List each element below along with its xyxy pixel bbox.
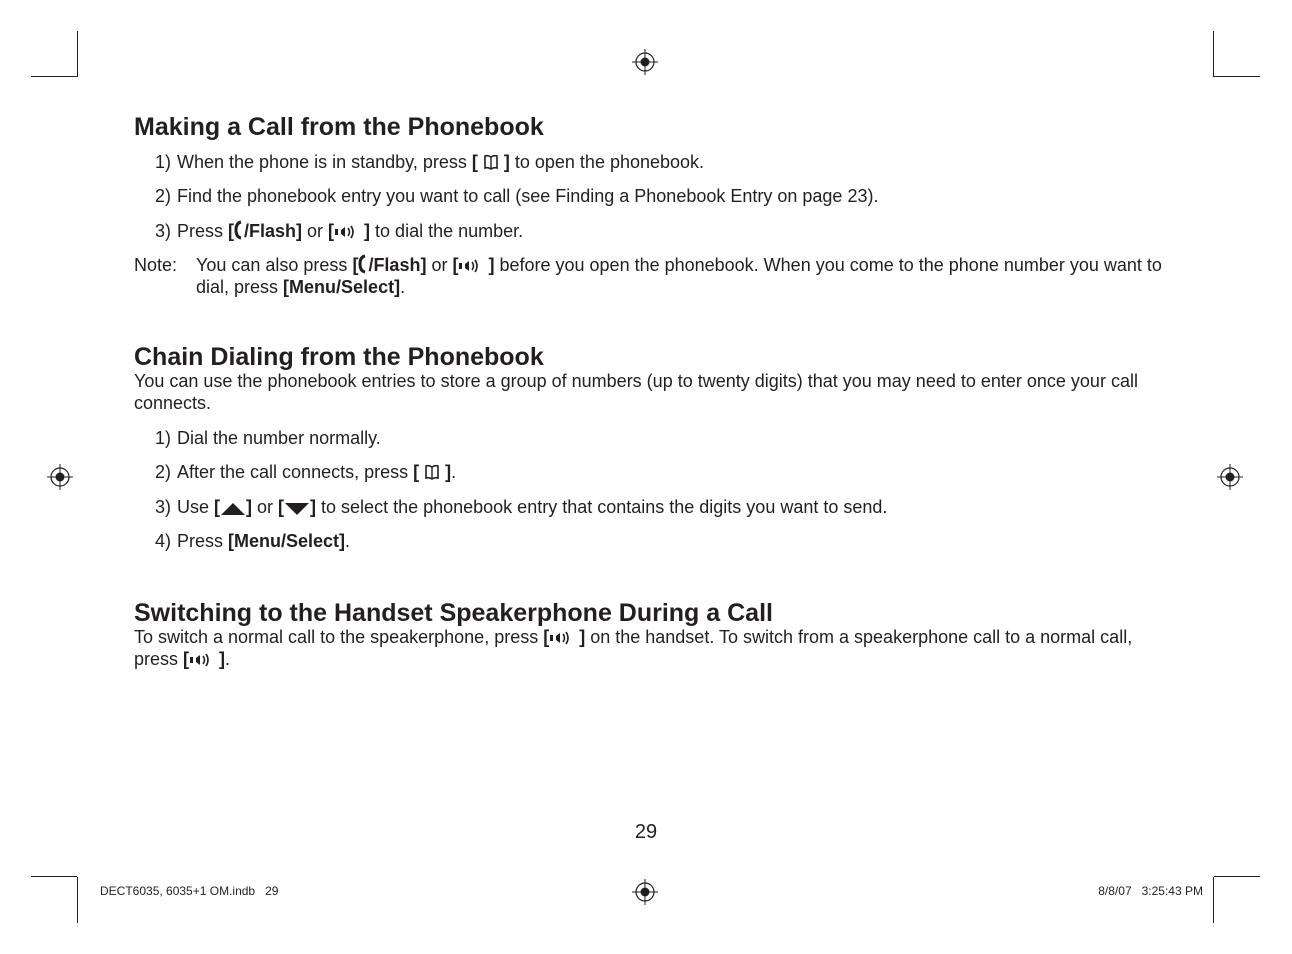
list-item: 3) Press [ /Flash] or [ ] to dial the number. xyxy=(154,220,524,241)
crop-mark-bottom-left-h xyxy=(31,876,77,877)
registration-mark-icon xyxy=(1217,464,1243,490)
speakerphone-icon xyxy=(458,258,488,274)
registration-mark-icon xyxy=(47,464,73,490)
page-content xyxy=(134,110,1164,670)
down-arrow-icon xyxy=(284,502,310,516)
page-number: 29 xyxy=(634,821,658,843)
phonebook-icon xyxy=(483,153,499,171)
footer-timestamp: 8/8/07 3:25:43 PM xyxy=(1098,884,1203,898)
talk-handset-icon xyxy=(358,254,368,274)
speakerphone-icon xyxy=(549,630,579,646)
making-call-steps xyxy=(134,151,1164,242)
crop-mark-bottom-right-v xyxy=(1213,877,1214,923)
note-label: Note: xyxy=(134,255,178,275)
list-item: 2) After the call connects, press [ ]. xyxy=(154,462,457,482)
phonebook-icon xyxy=(424,463,440,481)
up-arrow-icon xyxy=(220,502,246,516)
list-item: 1) When the phone is in standby, press [ ] to open the phonebook. xyxy=(154,151,705,172)
section-title-switching-speakerphone: Switching to the Handset Speakerphone During a Call xyxy=(134,599,773,627)
footer-file-info: DECT6035, 6035+1 OM.indb 29 xyxy=(100,884,279,898)
note xyxy=(134,254,1164,298)
crop-mark-top-right-h xyxy=(1214,76,1260,77)
crop-mark-top-right-v xyxy=(1213,31,1214,77)
crop-mark-bottom-right-h xyxy=(1214,876,1260,877)
note-text: You can also press [ /Flash] or [ ] before you open the phonebook. When you come to the phone number you want to dial, press [Menu/Select]. xyxy=(196,255,1162,297)
chain-dialing-intro: You can use the phonebook entries to store a group of numbers (up to twenty digits) that you may need to enter once your call connects. xyxy=(134,371,1138,413)
chain-dialing-steps xyxy=(134,427,1164,553)
list-item: 2) Find the phonebook entry you want to call (see Finding a Phonebook Entry on page 23). xyxy=(154,186,879,206)
section-title-chain-dialing: Chain Dialing from the Phonebook xyxy=(134,343,544,371)
list-item: 1) Dial the number normally. xyxy=(154,427,381,448)
registration-mark-icon xyxy=(632,49,658,75)
speakerphone-icon xyxy=(189,652,219,668)
registration-mark-icon xyxy=(632,879,658,905)
switching-text: To switch a normal call to the speakerphone, press [ ] on the handset. To switch from a speakerphone call to a normal call, press [ ]. xyxy=(134,627,1133,669)
list-item: 4) Press [Menu/Select]. xyxy=(154,531,351,551)
list-item: 3) Use [ ] or [ ] to select the phonebook entry that contains the digits you want to send. xyxy=(154,496,888,517)
crop-mark-top-left-v xyxy=(77,31,78,77)
speakerphone-icon xyxy=(334,224,364,240)
crop-mark-bottom-left-v xyxy=(77,877,78,923)
talk-handset-icon xyxy=(234,220,244,240)
section-title-making-call: Making a Call from the Phonebook xyxy=(134,113,544,141)
crop-mark-top-left-h xyxy=(31,76,77,77)
